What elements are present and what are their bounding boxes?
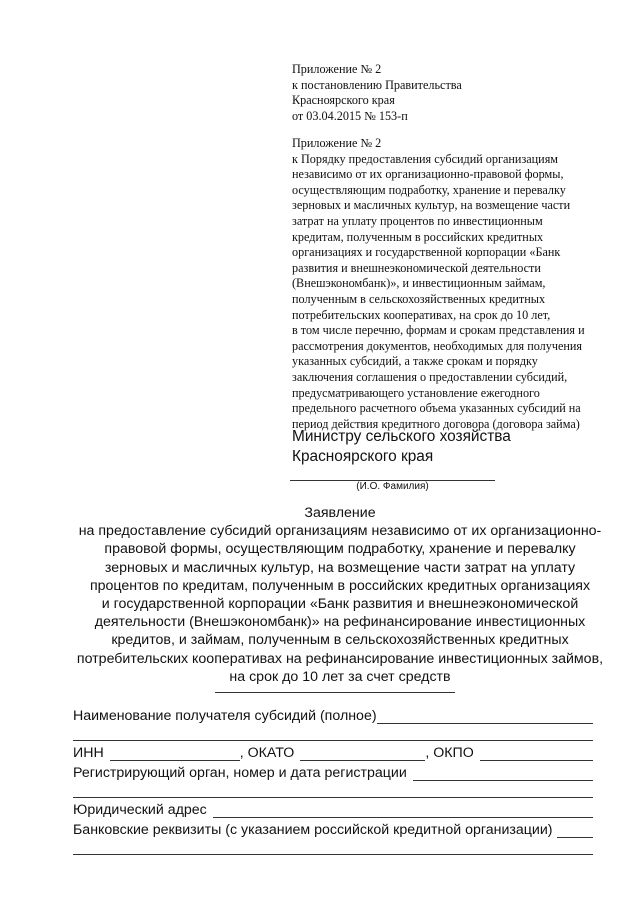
addressee-block	[292, 427, 511, 467]
registration-continuation-line[interactable]	[73, 781, 593, 798]
statement-line: на срок до 10 лет за счет средств	[229, 668, 451, 685]
legal-address-row	[73, 798, 593, 818]
statement-line: деятельности (Внешэкономбанк)» на рефинансирование инвестиционных	[94, 614, 586, 631]
application-form	[73, 704, 593, 855]
appendix-line: предельного расчетного объема указанных субсидий на	[292, 401, 581, 416]
appendix-line: осуществляющим подработку, хранение и перевалку	[292, 182, 566, 197]
okpo-label: , ОКПО	[425, 745, 474, 761]
appendix-line: к Порядку предоставления субсидий организациям	[292, 151, 559, 166]
appendix-line: заключения соглашения о предоставлении субсидий,	[292, 369, 568, 384]
statement-line: процентов по кредитам, полученным в российских кредитных организациях	[89, 577, 591, 594]
appendix-line: предусматривающего установление ежегодного	[292, 385, 540, 400]
appendix-line: развития и внешнеэкономической деятельности	[292, 260, 541, 275]
appendix-line: кредитам, полученным в российских кредитных	[292, 229, 544, 244]
appendix-line: полученным в сельскохозяйственных кредитных	[292, 291, 546, 306]
statement-line: и государственной корпорации «Банк развития и внешнеэкономической	[101, 596, 579, 613]
funding-source-line	[215, 692, 455, 693]
statement-line: зерновых и масличных культур, на возмещение части затрат на уплату	[104, 559, 576, 576]
recipient-name-field[interactable]	[377, 709, 593, 724]
recipient-name-label: Наименование получателя субсидий (полное)	[73, 708, 377, 724]
appendix-procedure-header	[292, 136, 622, 432]
appendix-decree-header	[292, 62, 622, 124]
bank-details-field[interactable]	[557, 823, 594, 838]
addressee-line: Министру сельского хозяйства	[292, 428, 511, 445]
inn-okato-okpo-row	[73, 741, 593, 761]
appendix-line: указанных субсидий, а также срокам и порядку	[292, 354, 538, 369]
appendix-line: независимо от их организационно-правовой формы,	[292, 167, 564, 182]
registration-row	[73, 761, 593, 781]
appendix-line: к постановлению Правительства	[292, 77, 462, 92]
statement-line: правовой формы, осуществляющим подработку, хранение и перевалку	[104, 541, 576, 558]
appendix-line: рассмотрения документов, необходимых для получения	[292, 338, 583, 353]
registration-label: Регистрирующий орган, номер и дата регистрации	[73, 765, 407, 781]
recipient-name-continuation-line[interactable]	[73, 724, 593, 741]
appendix-line: период действия кредитного договора (договора займа)	[292, 416, 580, 431]
appendix-line: затрат на уплату процентов по инвестиционным	[292, 213, 543, 228]
bank-details-label: Банковские реквизиты (с указанием российской кредитной организации)	[73, 822, 553, 838]
bank-details-continuation-line[interactable]	[73, 838, 593, 855]
appendix-line: Приложение № 2	[292, 62, 382, 76]
statement-title: Заявление	[304, 505, 376, 521]
recipient-name-row	[73, 704, 593, 724]
statement-line: на предоставление субсидий организациям независимо от их организационно-	[78, 523, 602, 540]
statement-line: кредитов, и займам, полученным в сельскохозяйственных кредитных	[111, 632, 569, 649]
signature-caption: (И.О. Фамилия)	[356, 481, 429, 492]
registration-field[interactable]	[413, 766, 593, 781]
okato-label: , ОКАТО	[239, 745, 295, 761]
statement-line: потребительских кооперативах на рефинансирование инвестиционных займов,	[76, 650, 604, 667]
appendix-line: в том числе перечню, формам и срокам представления и	[292, 323, 585, 338]
okpo-field[interactable]	[480, 746, 593, 761]
addressee-line: Красноярского края	[292, 448, 434, 465]
inn-field[interactable]	[110, 746, 240, 761]
appendix-line: зерновых и масличных культур, на возмещение части	[292, 198, 571, 213]
appendix-line: (Внешэкономбанк)», и инвестиционным займам,	[292, 276, 546, 291]
appendix-line: Красноярского края	[292, 93, 395, 108]
appendix-line: организациях и государственной корпорации «Банк	[292, 245, 561, 260]
okato-field[interactable]	[300, 746, 425, 761]
statement-block	[60, 504, 620, 686]
legal-address-field[interactable]	[213, 803, 593, 818]
appendix-line: Приложение № 2	[292, 136, 382, 150]
appendix-line: потребительских кооперативах, на срок до 10 лет,	[292, 307, 551, 322]
inn-label: ИНН	[73, 745, 104, 761]
legal-address-label: Юридический адрес	[73, 802, 207, 818]
bank-details-row	[73, 818, 593, 838]
appendix-line: от 03.04.2015 № 153-п	[292, 108, 408, 123]
